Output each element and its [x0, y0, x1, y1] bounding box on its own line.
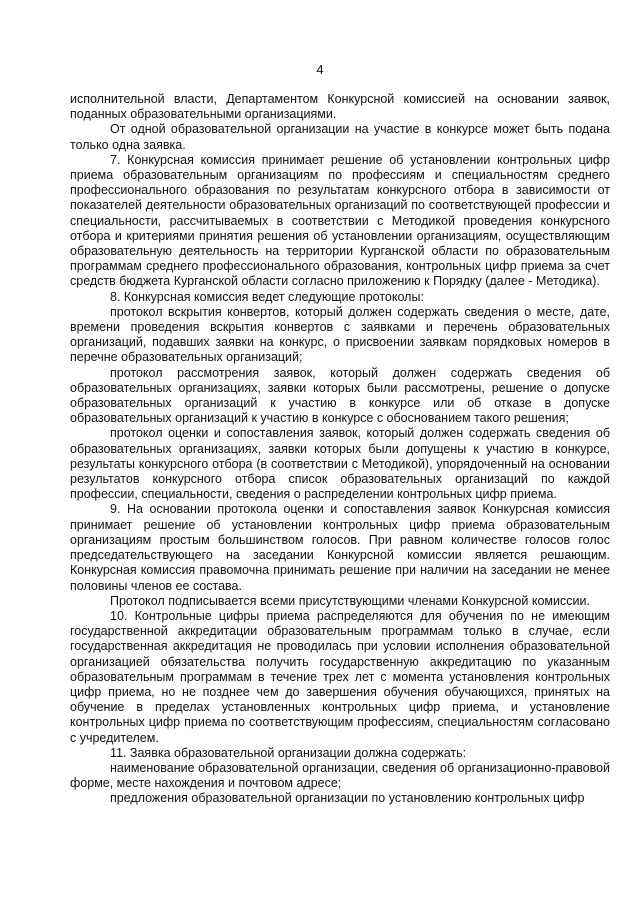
paragraph: От одной образовательной организации на участие в конкурсе может быть подана только одна заявка. [70, 122, 610, 152]
paragraph: предложения образовательной организации по установлению контрольных цифр [110, 791, 585, 806]
paragraph: 8. Конкурсная комиссия ведет следующие протоколы: [110, 289, 424, 304]
paragraph: 7. Конкурсная комиссия принимает решение об установлении контрольных цифр приема образовательным организациям по профессиям и специальностям среднего профессионального образования по результатам конкурсного отбора в зависимости от показателей деятельности образовательных организаций по соответствующей профессии и специальности, рассчитываемых в соответствии с Методикой проведения конкурсного отбора и критериями принятия решения об установлении организациям, осуществляющим образовательную деятельность на территории Курганской области по образовательным программам среднего профессионального образования, контрольных цифр приема за счет средств бюджета Курганской области согласно приложению к Порядку (далее - Методика). [70, 152, 610, 289]
paragraph: протокол оценки и сопоставления заявок, который должен содержать сведения об образовательных организациях, заявки которых были допущены к участию в конкурсе, результаты конкурсного отбора (в соответствии с Методикой), упорядоченный на основании результатов конкурсного отбора список образовательных организаций по каждой профессии, специальности, сведения о распределении контрольных цифр приема. [70, 426, 610, 502]
page-number: 4 [316, 62, 324, 77]
paragraph: 11. Заявка образовательной организации должна содержать: [110, 745, 467, 760]
document-body [70, 92, 610, 807]
paragraph: протокол вскрытия конвертов, который должен содержать сведения о месте, дате, времени проведения вскрытия конвертов с заявками и перечень образовательных организаций, подавших заявки на конкурс, о присвоении заявкам порядковых номеров в перечне образовательных организаций; [70, 304, 610, 365]
paragraph: 9. На основании протокола оценки и сопоставления заявок Конкурсная комиссия принимает решение об установлении контрольных цифр приема образовательным организациям простым большинством голосов. При равном количестве голосов голос председательствующего на заседании Конкурсной комиссии является решающим. Конкурсная комиссия правомочна принимать решение при наличии на заседании не менее половины членов ее состава. [70, 502, 610, 593]
paragraph: исполнительной власти, Департаментом Конкурсной комиссией на основании заявок, поданных образовательными организациями. [70, 92, 610, 122]
paragraph: Протокол подписывается всеми присутствующими членами Конкурсной комиссии. [110, 593, 590, 608]
paragraph: 10. Контрольные цифры приема распределяются для обучения по не имеющим государственной аккредитации образовательным программам только в случае, если государственная аккредитация не проводилась при условии исполнения образовательной организацией обязательства получить государственную аккредитацию по указанным образовательным программам в течение трех лет с момента установления контрольных цифр приема, но не позднее чем до завершения обучения обучающихся, принятых на обучение в пределах установленных контрольных цифр приема, и установление контрольных цифр приема по соответствующим профессиям, специальностям согласовано с учредителем. [70, 608, 610, 745]
paragraph: протокол рассмотрения заявок, который должен содержать сведения об образовательных организациях, заявки которых были рассмотрены, решение о допуске образовательных организаций к участию в конкурсе или об отказе в допуске образовательных организаций к участию в конкурсе с обоснованием такого решения; [70, 365, 610, 426]
paragraph: наименование образовательной организации, сведения об организационно-правовой форме, месте нахождения и почтовом адресе; [70, 760, 610, 791]
